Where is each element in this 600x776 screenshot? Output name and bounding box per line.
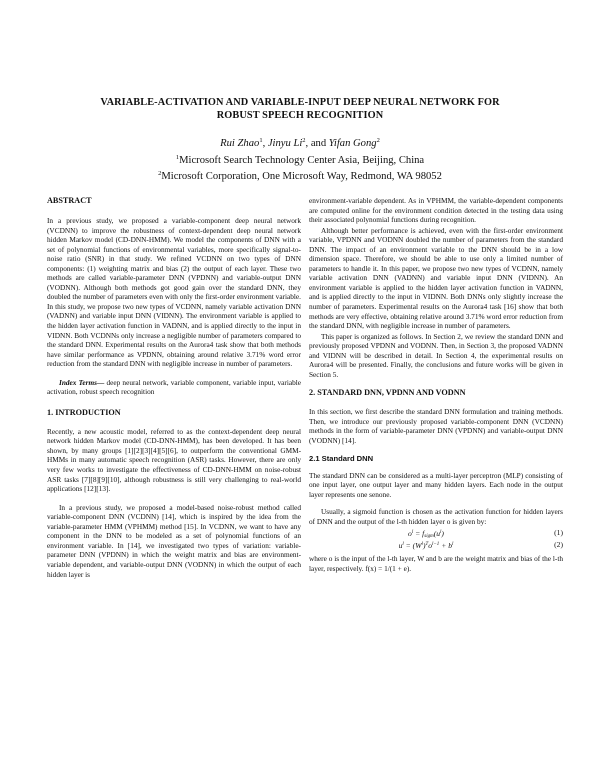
author-name: Yifan Gong xyxy=(328,138,377,149)
affil-mark: 1 xyxy=(175,153,180,161)
affil-text: Microsoft Search Technology Center Asia, Beijing, China xyxy=(179,154,425,166)
author-affil-mark: 2 xyxy=(302,137,306,144)
index-terms-label: Index Terms xyxy=(59,377,97,387)
equation-1-number: (1) xyxy=(554,528,563,538)
left-column xyxy=(47,196,301,579)
subsection-2-1-paragraph-2: Usually, a sigmoid function is chosen as the activation function for hidden layers of DNN and the output of the l-th hidden layer o is given by: xyxy=(309,507,563,526)
author-list xyxy=(40,134,560,151)
affiliation-2 xyxy=(40,167,560,184)
paper-title xyxy=(40,96,560,122)
author-affil-mark: 1 xyxy=(259,137,263,144)
intro-paragraph-4: Although better performance is achieved, even with the first-order environment variable, VPDNN and VODNN doubled the number of parameters from the standard DNN. The impact of an environment variable to the DNN should be in a low dimension space. Therefore, we should be able to use only a limited number of parameters to handle it. In this paper, we propose two new types of VCDNN, namely variable activation DNN (VADNN) and variable input DNN (VIDNN). An environment variable is applied to the hidden layer activation function in VADNN, and is applied directly to the input in VIDNN. Both DNNs only slightly increase the number of parameters. Experimental results on the Aurora4 task [16] show that both methods are very effective, obtaining relative around 3.71% word error reduction from the standard DNN, with negligible increase in number of parameters. xyxy=(309,225,563,331)
title-line-2: ROBUST SPEECH RECOGNITION xyxy=(216,110,384,121)
author-block xyxy=(40,134,560,184)
equation-2 xyxy=(309,540,563,552)
equation-explanation: where o is the input of the l-th layer, W and b are the weight matrix and bias of the l-th layer, respectively. f(x) = 1/(1 + e). xyxy=(309,554,563,573)
affiliation-1 xyxy=(40,151,560,168)
intro-paragraph-5: This paper is organized as follows. In Section 2, we review the standard DNN and previously proposed VPDNN and VODNN. Then, in Section 3, the proposed VADNN and VIDNN will be described in detail. In Section 4, the experimental results on Aurora4 will be presented. Finally, the conclusions and future works will be given in Section 5. xyxy=(309,331,563,379)
abstract-text: In a previous study, we proposed a variable-component deep neural network (VCDNN) to improve the robustness of context-dependent deep neural network hidden Markov model (CD-DNN-HMM). We model the components of DNN with a set of polynomial functions of environmental variables, more specifically signal-to-noise ratio (SNR) in that study. We refined VCDNN on two types of DNN components: (1) weighting matrix and bias (2) the output of each layer. These two methods are called variable-parameter DNN (VPDNN) and variable-output DNN (VODNN). Although both methods got good gain over the standard DNN, they doubled the number of parameters even with only the first-order environment variable. In this study, we propose two new types of VCDNN, namely variable activation DNN (VADNN) and variable input DNN (VIDNN). The environment variable is applied to the hidden layer activation function in VADNN, and is applied directly to the input in VIDNN. Both VCDNNs only increase a negligible number of parameters compared to the standard DNN. Experimental results on the Aurora4 task show that both methods have similar performance as VPDNN, obtaining around relative 3.71% word error reduction from the standard DNN with negligible increase in number of parameters. xyxy=(47,216,301,369)
author-name: Rui Zhao xyxy=(220,138,260,149)
author-sep: , and xyxy=(305,138,329,149)
author-affil-mark: 2 xyxy=(376,137,380,144)
intro-heading: 1. INTRODUCTION xyxy=(47,407,121,417)
equation-2-number: (2) xyxy=(554,540,563,550)
section-2-heading: 2. STANDARD DNN, VPDNN AND VODNN xyxy=(309,388,466,398)
author-sep: , xyxy=(262,138,268,149)
intro-paragraph-1: Recently, a new acoustic model, referred to as the context-dependent deep neural network hidden Markov model (CD-DNN-HMM), has been developed. It has been shown, by many groups [1][2][3][4][5][6], to outperform the conventional GMM-HMMs in many automatic speech recognition (ASR) tasks. However, there are only very few works to investigate the effectiveness of CD-DNN-HMM on noise-robust ASR tasks [7][8][9][10], although robustness is still very challenging to real-world applications [12][13]. xyxy=(47,426,301,494)
subsection-2-1-paragraph-1: The standard DNN can be considered as a multi-layer perceptron (MLP) consisting of one input layer, one output layer and many hidden layers. Each node in the output layer represents one senone. xyxy=(309,470,563,499)
title-line-1: VARIABLE-ACTIVATION AND VARIABLE-INPUT DEEP NEURAL NETWORK FOR xyxy=(100,97,500,108)
affil-mark: 2 xyxy=(158,170,162,177)
index-terms-text: deep neural network, variable component, variable input, variable activation, robust speech recognition xyxy=(47,377,302,397)
equation-1 xyxy=(309,528,563,540)
abstract-heading: ABSTRACT xyxy=(47,196,92,205)
equation-2-body: $u^l = (W^l)^To^{l-1} + b^l$ xyxy=(398,541,454,551)
author-name: Jinyu Li xyxy=(267,138,303,149)
right-column xyxy=(309,196,563,573)
intro-paragraph-2: In a previous study, we proposed a model-based noise-robust method called variable-component DNN (VCDNN) [14], which is inspired by the idea from the variable-parameter HMM (VPHMM) method [15]. In VCDNN, we want to have any component in the DNN to be modeled as a set of polynomial functions of an environment variable. In [14], we investigated two types of variation: variable-parameter DNN (VPDNN) in which the weight matrix and bias are environment-variable dependent, and variable-output DNN (VODNN) in which the output of each hidden layer is xyxy=(47,502,301,579)
subsection-2-1-heading: 2.1 Standard DNN xyxy=(309,453,374,463)
equation-1-body: $o^l = f_{sigm}(u^l)$ xyxy=(408,529,444,540)
index-terms: Index Terms— deep neural network, variable component, variable input, variable activation, robust speech recognition xyxy=(47,377,302,397)
section-2-paragraph: In this section, we first describe the standard DNN formulation and training methods. Then, we introduce our previously proposed variable-component DNN (VCDNN) methods in the form of variable-parameter DNN (VPDNN) and variable-output DNN (VODNN) [14]. xyxy=(309,407,563,446)
intro-paragraph-3: environment-variable dependent. As in VPHMM, the variable-dependent components are computed online for the environment condition detected in the testing data using their associated polynomial functions during recognition. xyxy=(309,196,563,225)
affil-text: Microsoft Corporation, One Microsoft Way, Redmond, WA 98052 xyxy=(161,171,442,182)
